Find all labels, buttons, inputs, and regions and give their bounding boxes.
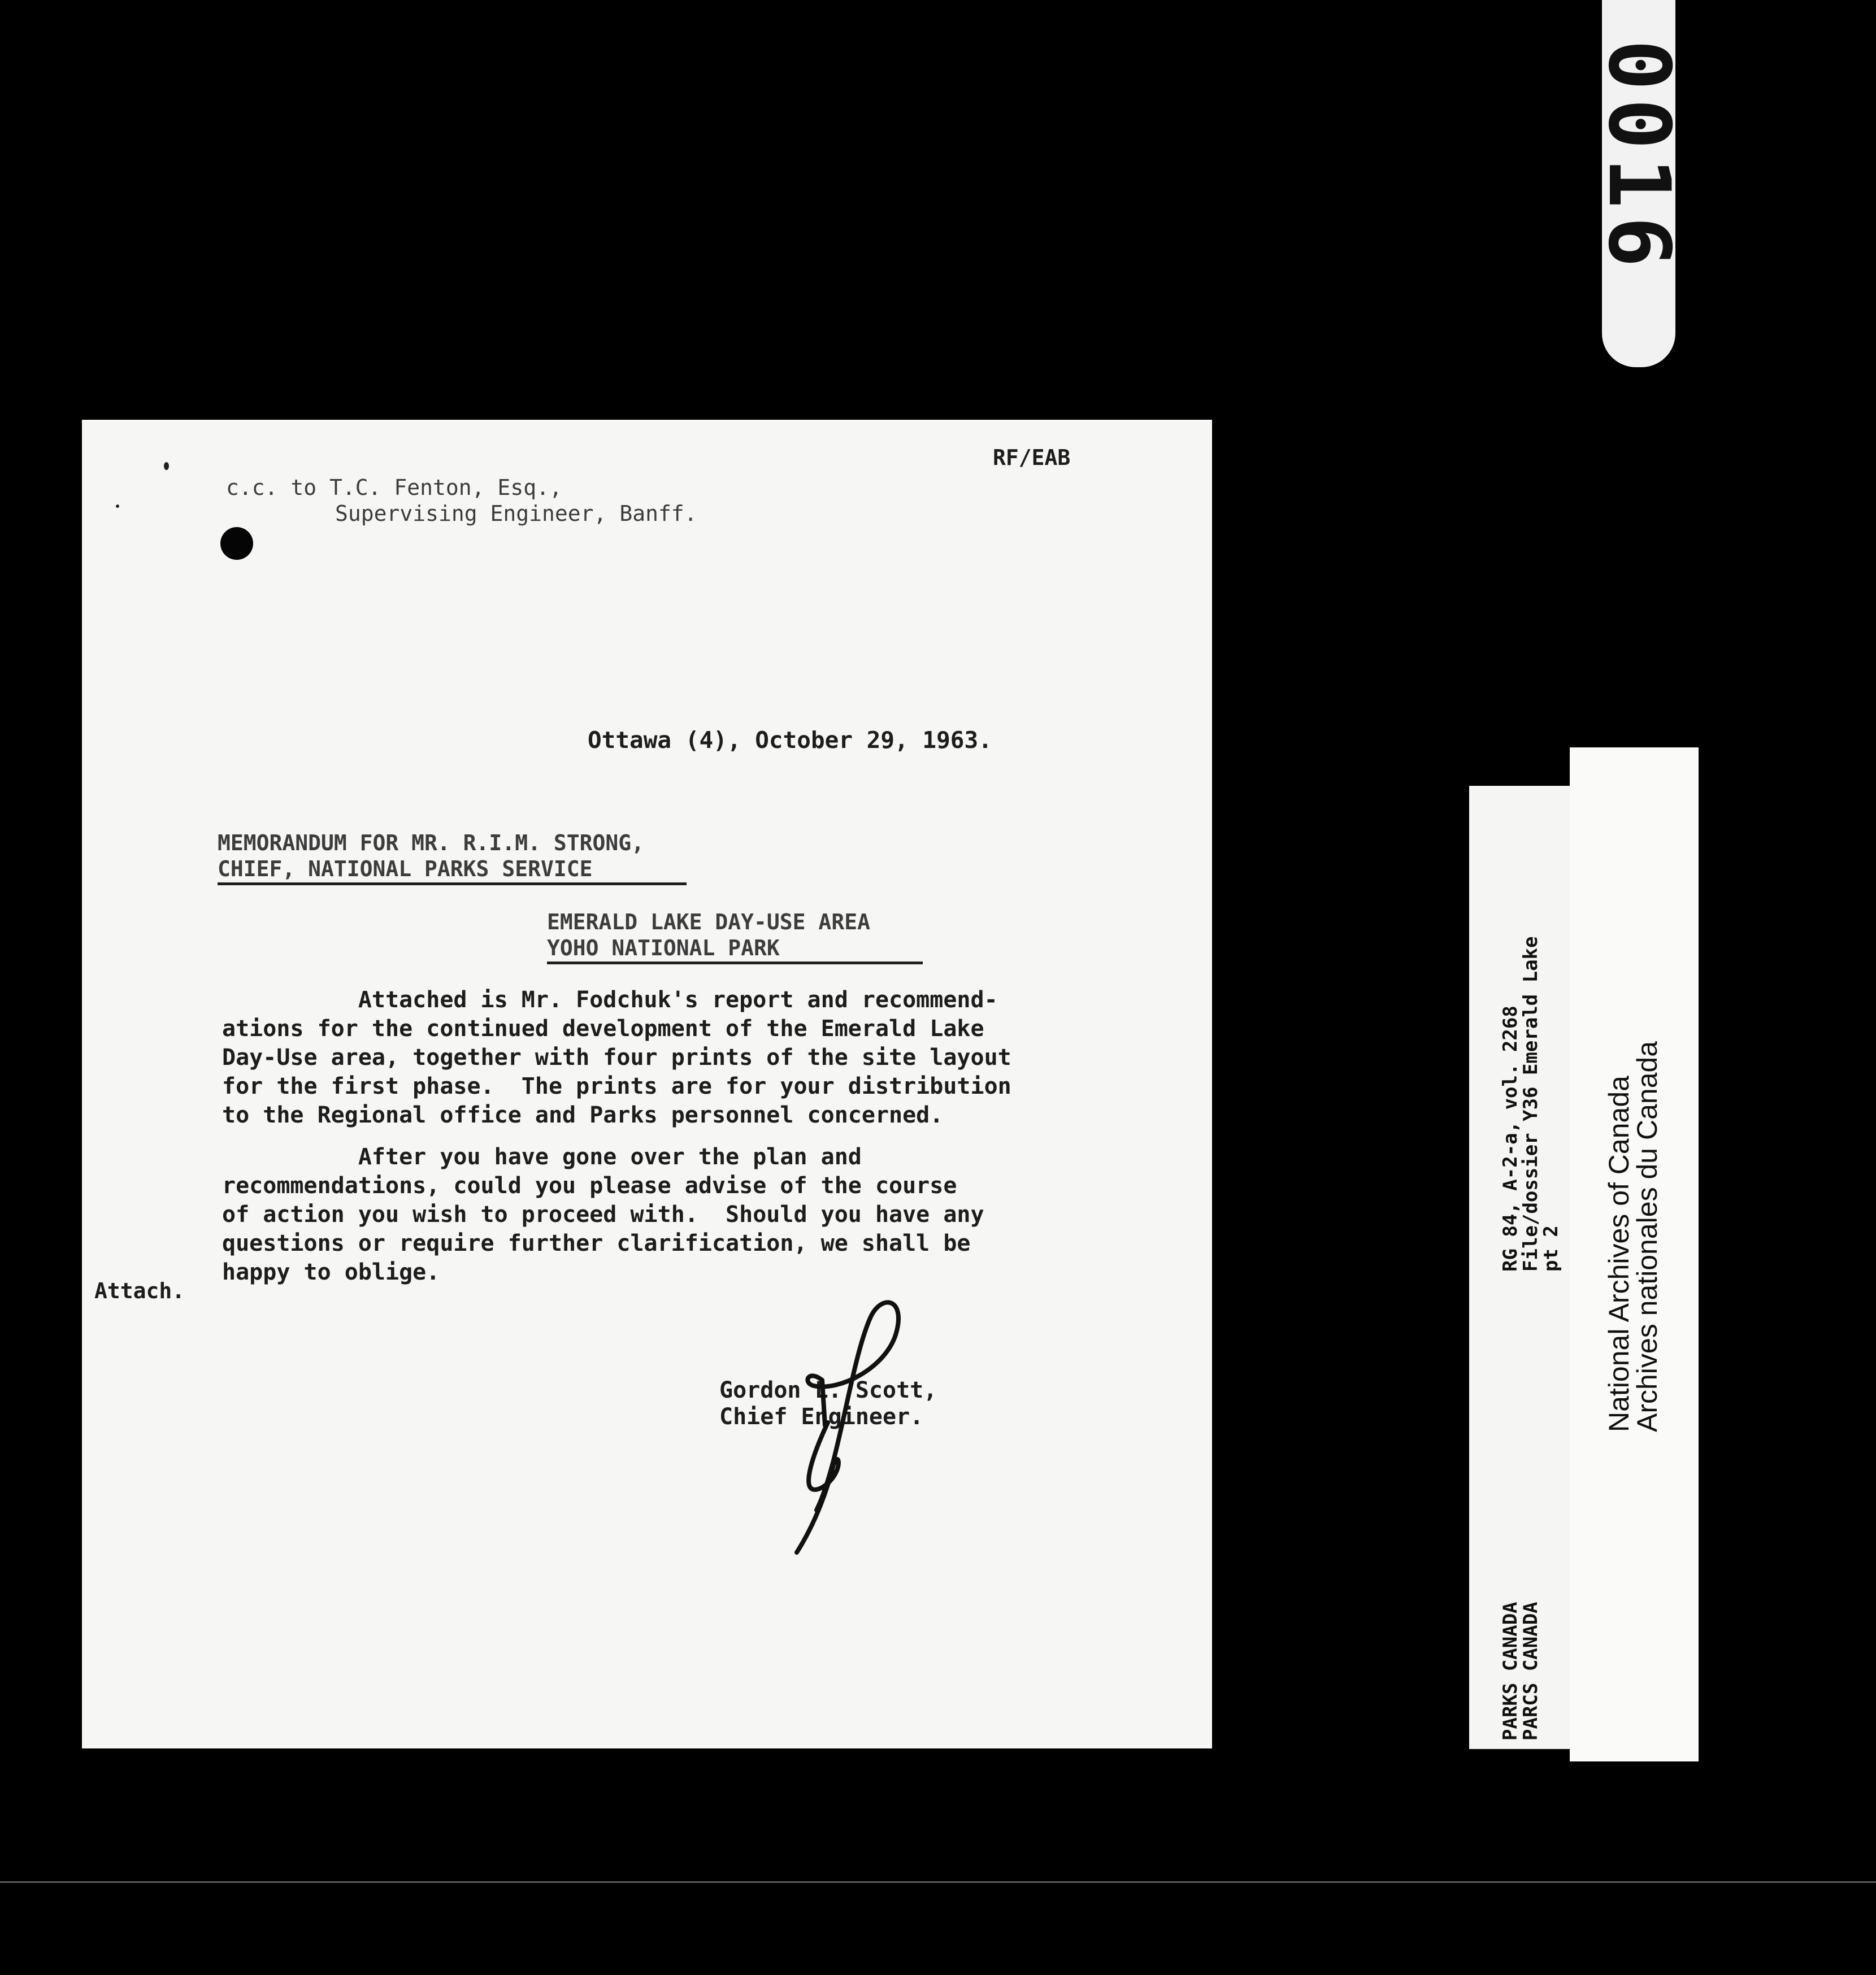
- reference-text: RG 84, A-2-a, vol. 2268 File/dossier Y36 Emerald Lake pt 2: [1499, 936, 1562, 1272]
- paragraph-two: After you have gone over the plan and recommendations, could you please advise of the course of action you wish to proceed with. Should you have any questions or require further clarification, we shall be happy to oblige.: [222, 1144, 984, 1285]
- date-line: Ottawa (4), October 29, 1963.: [588, 727, 992, 754]
- frame-number: 0016: [1590, 40, 1688, 276]
- recipient-title: CHIEF, NATIONAL PARKS SERVICE: [218, 856, 687, 885]
- agency-text: PARKS CANADA PARCS CANADA: [1499, 1602, 1542, 1741]
- frame-number-strip: [1590, 0, 1688, 367]
- signer-title: Chief Engineer.: [719, 1404, 924, 1430]
- punch-hole: [220, 527, 253, 560]
- subject-park: YOHO NATIONAL PARK: [547, 936, 923, 964]
- memo-page: [82, 420, 1212, 1748]
- paragraph-one: Attached is Mr. Fodchuk's report and recommend- ations for the continued development of the Emerald Lake Day-Use area, together with four prints of the site layout for the first phase. The prints are for your distribution to the Regional office and Parks personnel concerned.: [222, 987, 1011, 1128]
- reference-label: [1469, 786, 1571, 1749]
- ink-speck: [164, 462, 169, 470]
- film-edge-line: [0, 1881, 1876, 1883]
- ink-speck: [116, 504, 119, 508]
- cc-line: c.c. to T.C. Fenton, Esq.,: [226, 475, 562, 500]
- archives-label: [1570, 747, 1699, 1761]
- subject-line: EMERALD LAKE DAY-USE AREA: [547, 910, 870, 934]
- attachment-note: Attach.: [94, 1278, 185, 1303]
- cc-title: Supervising Engineer, Banff.: [335, 501, 697, 526]
- archives-name: National Archives of Canada Archives nationales du Canada: [1603, 1041, 1663, 1432]
- reference-initials: RF/EAB: [993, 445, 1071, 470]
- handwritten-signature: [754, 1295, 935, 1555]
- signer-name: Gordon L. Scott,: [719, 1377, 937, 1403]
- recipient-line: MEMORANDUM FOR MR. R.I.M. STRONG,: [218, 830, 644, 855]
